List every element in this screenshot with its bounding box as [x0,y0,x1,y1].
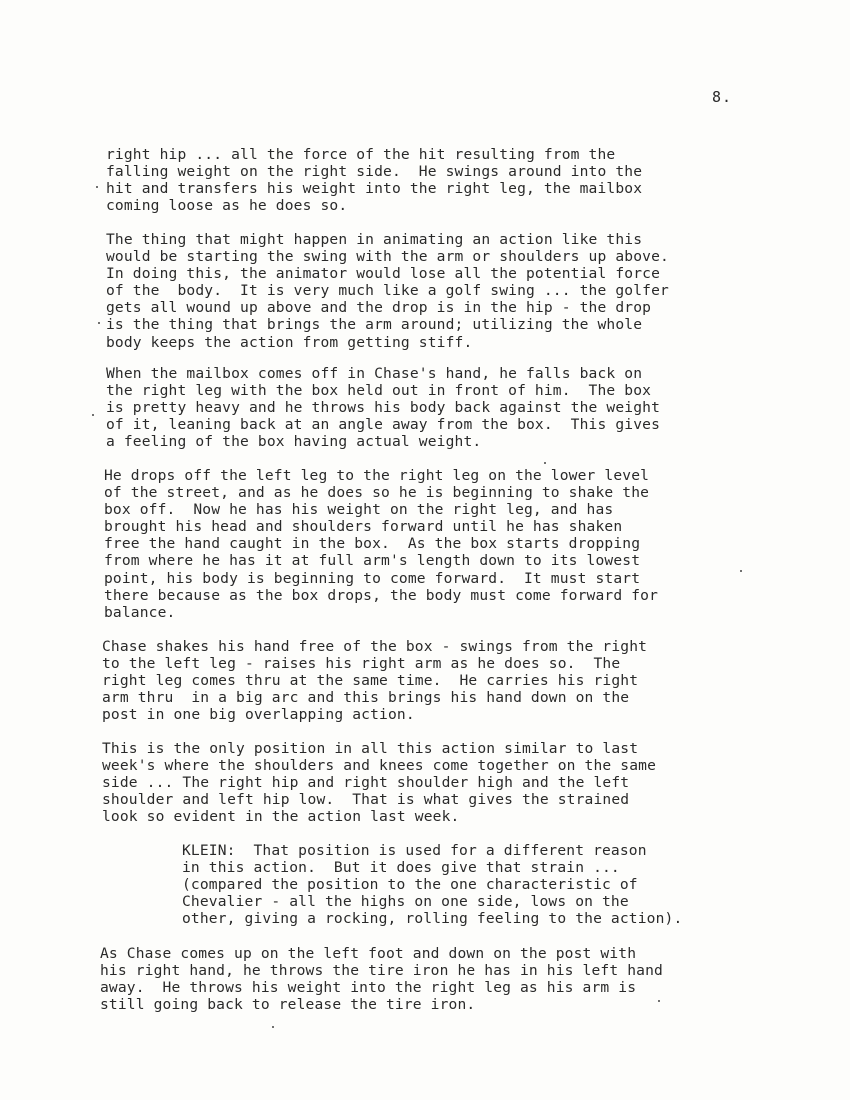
paragraph-strained-position: This is the only position in all this action similar to last week's where the shoulders and knees come together on the same side ... The right hip and right shoulder high and the left shoulder and left hip low. That is what gives the strained look so evident in the action last week. [102,740,657,826]
ink-speck [544,462,546,464]
ink-speck [96,186,98,188]
paragraph-shake-box: He drops off the left leg to the right leg on the lower level of the street, and as he does so he is beginning to shake the box off. Now he has his weight on the right leg, and has brought his head and shoulders forward until he has shaken free the hand caught in the box. As the box starts dropping from where he has it at full arm's length down to its lowest point, his body is beginning to come forward. It must start there because as the box drops, the body must come forward for balance. [104,467,659,621]
paragraph-tire-iron: As Chase comes up on the left foot and down on the post with his right hand, he throws the tire iron he has in his left hand away. He throws his weight into the right leg as his arm is still going back to release the tire iron. [100,945,663,1014]
paragraph-klein-quote: KLEIN: That position is used for a different reason in this action. But it does give that strain ... (compared the position to the one characteristic of Chevalier - all the highs on one side, lows on the other, giving a rocking, rolling feeling to the action). [182,842,683,928]
ink-speck [740,570,742,572]
paragraph-golf-swing: The thing that might happen in animating an action like this would be starting the swing with the arm or shoulders up above. In doing this, the animator would lose all the potential force of the body. It is very much like a golf swing ... the golfer gets all wound up above and the drop is in the hip - the drop is the thing that brings the arm around; utilizing the whole body keeps the action from getting stiff. [106,231,669,351]
paragraph-mailbox-weight: When the mailbox comes off in Chase's hand, he falls back on the right leg with the box held out in front of him. The box is pretty heavy and he throws his body back against the weight of it, leaning back at an angle away from the box. This gives a feeling of the box having actual weight. [106,365,661,451]
paragraph-overlapping-action: Chase shakes his hand free of the box - swings from the right to the left leg - raises his right arm as he does so. The right leg comes thru at the same time. He carries his right arm thru in a big arc and this brings his hand down on the post in one big overlapping action. [102,638,648,724]
ink-speck [98,322,100,324]
page-number: 8. [712,88,733,106]
paragraph-hip-swing: right hip ... all the force of the hit resulting from the falling weight on the right side. He swings around into the hit and transfers his weight into the right leg, the mailbox coming loose as he does so. [106,146,643,215]
ink-speck [658,1000,660,1002]
ink-speck [272,1026,274,1028]
ink-speck [92,414,94,416]
